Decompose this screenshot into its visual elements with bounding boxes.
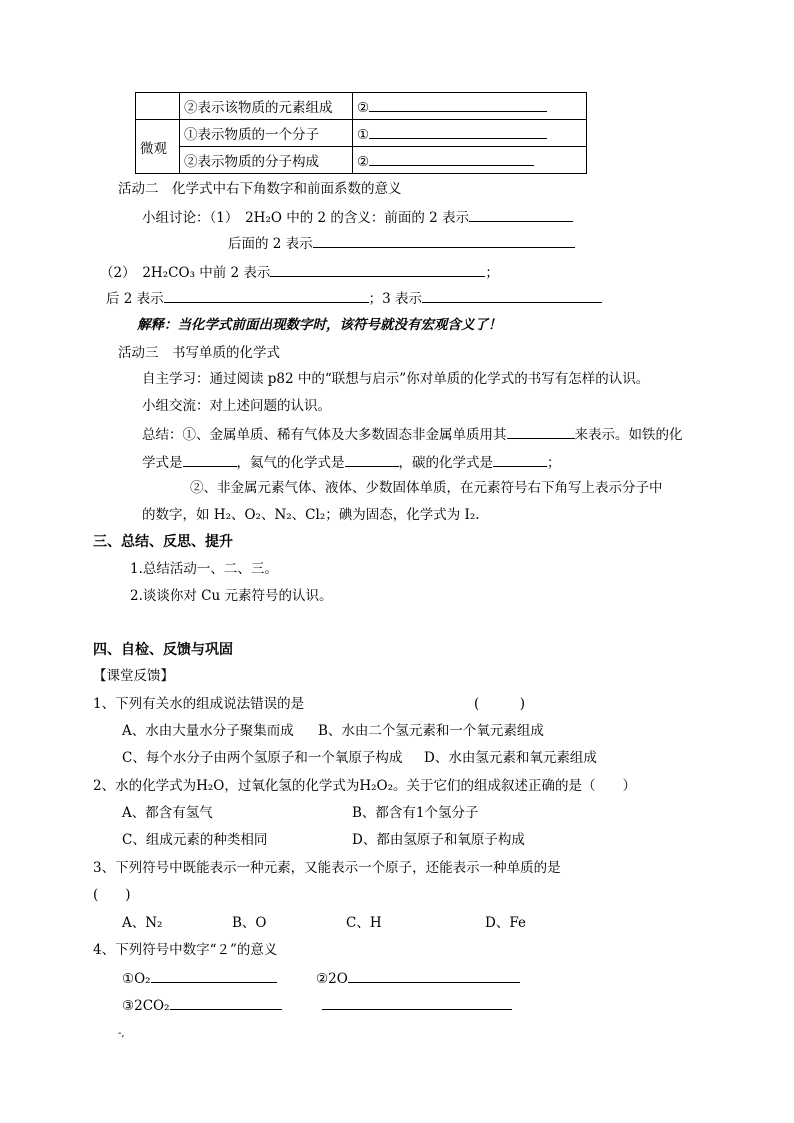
activity3-title: 活动三 书写单质的化学式 <box>118 345 280 361</box>
summary-2: ②、非金属元素气体、液体、少数固体单质，在元素符号右下角写上表示分子中 <box>190 480 663 496</box>
option: C、每个水分子由两个氢原子和一个氧原子构成 <box>122 750 403 766</box>
option: D、Fe <box>485 915 526 931</box>
group-exchange: 小组交流：对上述问题的认识。 <box>142 398 331 414</box>
activity2-q1: 小组讨论：（1） 2H₂O 中的 2 的含义：前面的 2 表示 <box>142 207 573 227</box>
section3-title: 三、总结、反思、提升 <box>93 534 233 550</box>
section4-title: 四、自检、反馈与巩固 <box>93 642 233 658</box>
table-cell: ②表示该物质的元素组成 <box>180 93 353 120</box>
activity2-note: 解释：当化学式前面出现数字时，该符号就没有宏观含义了！ <box>137 317 502 333</box>
q4-item-1: ①O₂ <box>122 968 277 988</box>
table-empty-cell <box>136 93 180 120</box>
section3-item: 1.总结活动一、二、三。 <box>130 561 278 577</box>
activity2-q2: （2） 2H₂CO₃ 中前 2 表示 ； <box>100 262 499 282</box>
summary-1-cont: 学式是 ，氦气的化学式是 ，碳的化学式是 ； <box>142 452 561 472</box>
q4-item-3: ③2CO₂ <box>122 995 282 1015</box>
question-1: 1、下列有关水的组成说法错误的是 <box>93 696 305 712</box>
option: D、都由氢原子和氧原子构成 <box>352 832 525 848</box>
option: B、都含有1个氢分子 <box>352 805 479 821</box>
q4-item-4 <box>322 995 512 1015</box>
question-1-paren: ( ) <box>474 696 526 712</box>
summary-1: 总结：①、金属单质、稀有气体及大多数固态非金属单质用其 来表示。如铁的化 <box>142 424 683 444</box>
table-cell: ②表示物质的分子构成 <box>180 147 353 174</box>
activity2-q2-back: 后 2 表示 ；3 表示 <box>106 288 602 308</box>
table-cell: ② <box>353 93 587 120</box>
question-4: 4、下列符号中数字“２”的意义 <box>93 942 278 958</box>
option: C、H <box>346 915 382 931</box>
activity2-title: 活动二 化学式中右下角数字和前面系数的意义 <box>118 181 402 197</box>
table-cell: ①表示物质的一个分子 <box>180 120 353 147</box>
q4-item-2: ②2O <box>316 968 520 988</box>
section3-item: 2.谈谈你对 Cu 元素符号的认识。 <box>130 588 333 604</box>
option: D、水由氢元素和氧元素组成 <box>424 750 597 766</box>
micro-label: 微观 <box>136 120 180 174</box>
option: A、水由大量水分子聚集而成 <box>122 723 294 739</box>
feedback-heading: 【课堂反馈】 <box>93 668 174 684</box>
activity2-q1-back: 后面的 2 表示 <box>228 233 575 253</box>
formula-meaning-table <box>135 92 587 174</box>
option: A、都含有氢气 <box>122 805 213 821</box>
self-study: 自主学习：通过阅读 p82 中的“联想与启示”你对单质的化学式的书写有怎样的认识。 <box>142 371 650 387</box>
table-cell: ② <box>353 147 587 174</box>
question-3-paren: ( ) <box>93 887 131 903</box>
page-tail-mark: -, <box>118 1028 125 1039</box>
table-cell: ① <box>353 120 587 147</box>
summary-2-cont: 的数字，如 H₂、O₂、N₂、Cl₂；碘为固态，化学式为 I₂. <box>142 507 480 523</box>
option: C、组成元素的种类相同 <box>122 832 268 848</box>
option: B、O <box>232 915 267 931</box>
option: B、水由二个氢元素和一个氧元素组成 <box>318 723 544 739</box>
option: A、N₂ <box>122 915 163 931</box>
question-3: 3、下列符号中既能表示一种元素，又能表示一个原子，还能表示一种单质的是 <box>93 860 561 876</box>
question-2: 2、水的化学式为H₂O，过氧化氢的化学式为H₂O₂。关于它们的组成叙述正确的是（ ） <box>93 778 637 794</box>
